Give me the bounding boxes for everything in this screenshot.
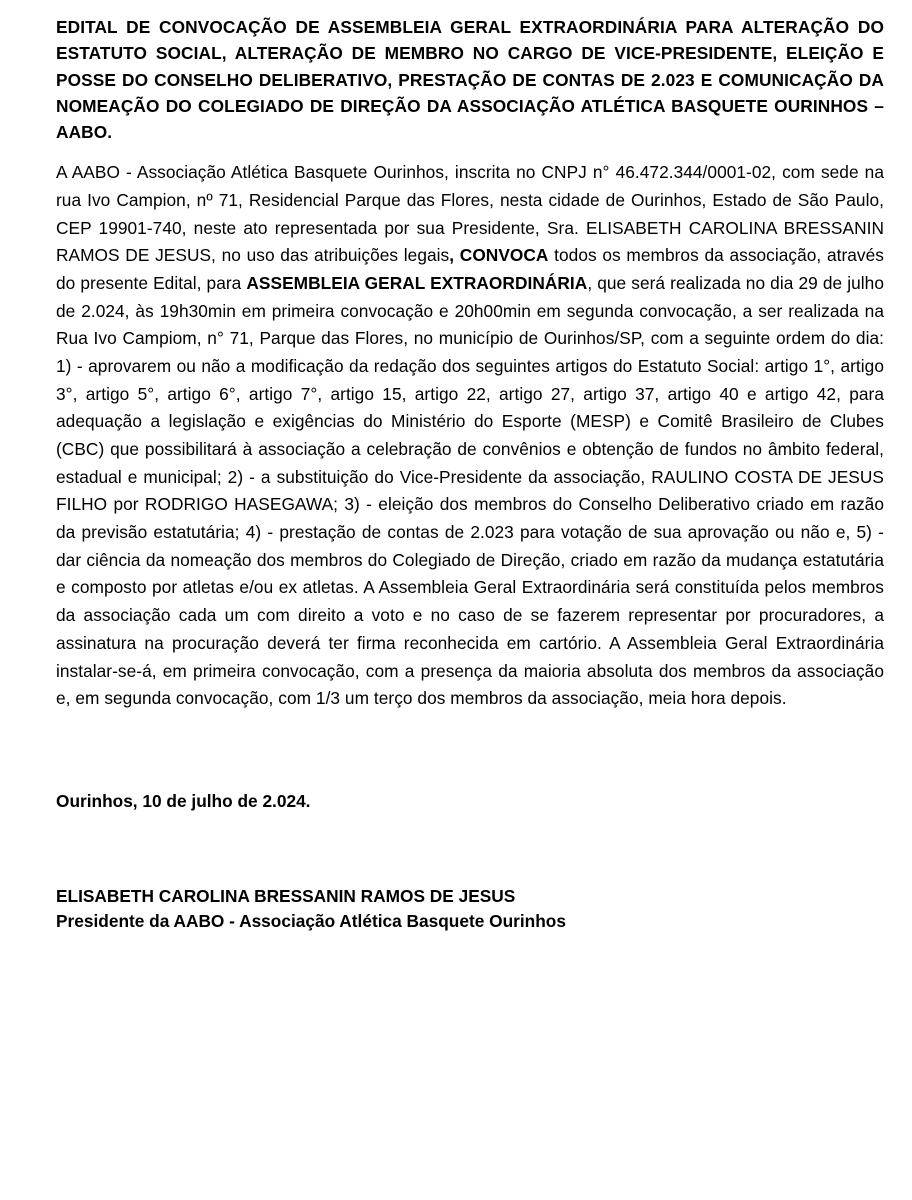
body-text-part-1: A AABO - Associação Atlética Basquete Ourinhos, inscrita no CNPJ n° 46.472.344/0001-02, com sede na rua Ivo Campion, nº 71, Residencial Parque das Flores, nesta cidade de Ourinhos, Estado de São Paulo, CEP 19901-740, neste ato representada por sua Presidente, Sra. ELISABETH CAROLINA BRESSANIN RAMOS DE JESUS, no uso das atribuições legais <box>56 162 884 266</box>
place-and-date: Ourinhos, 10 de julho de 2.024. <box>56 790 311 811</box>
page-title: EDITAL DE CONVOCAÇÃO DE ASSEMBLEIA GERAL EXTRAORDINÁRIA PARA ALTERAÇÃO DO ESTATUTO SOCIAL, ALTERAÇÃO DE MEMBRO NO CARGO DE VICE-PRESIDENTE, ELEIÇÃO E POSSE DO CONSELHO DELIBERATIVO, PRESTAÇÃO DE CONTAS DE 2.023 E COMUNICAÇÃO DA NOMEAÇÃO DO COLEGIADO DE DIREÇÃO DA ASSOCIAÇÃO ATLÉTICA BASQUETE OURINHOS – AABO. <box>56 17 884 143</box>
signatory-name: ELISABETH CAROLINA BRESSANIN RAMOS DE JESUS <box>56 885 516 906</box>
document-body-paragraph <box>56 159 884 712</box>
body-text-part-2: todos os membros da associação, através do presente Edital, para <box>56 245 884 294</box>
body-text-bold-assembleia: ASSEMBLEIA GERAL EXTRAORDINÁRIA <box>246 273 588 294</box>
body-text-part-3: , que será realizada no dia 29 de julho de 2.024, às 19h30min em primeira convocação e 20h00min em segunda convocação, a ser realizada na Rua Ivo Campiom, n° 71, Parque das Flores, no município de Ourinhos/SP, com a seguinte ordem do dia: 1) - aprovarem ou não a modificação da redação dos seguintes artigos do Estatuto Social: artigo 1°, artigo 3°, artigo 5°, artigo 6°, artigo 7°, artigo 15, artigo 22, artigo 27, artigo 37, artigo 40 e artigo 42, para adequação a legislação e exigências do Ministério do Esporte (MESP) e Comitê Brasileiro de Clubes (CBC) que possibilitará à associação a celebração de convênios e obtenção de fundos no âmbito federal, estadual e municipal; 2) - a substituição do Vice-Presidente da associação, RAULINO COSTA DE JESUS FILHO por RODRIGO HASEGAWA; 3) - eleição dos membros do Conselho Deliberativo criado em razão da previsão estatutária; 4) - prestação de contas de 2.023 para votação de sua aprovação ou não e, 5) - dar ciência da nomeação dos membros do Colegiado de Direção, criado em razão da mudança estatutária e composto por atletas e/ou ex atletas. A Assembleia Geral Extraordinária será constituída pelos membros da associação cada um com direito a voto e no caso de se fazerem representar por procuradores, a assinatura na procuração deverá ter firma reconhecida em cartório. A Assembleia Geral Extraordinária instalar-se-á, em primeira convocação, com a presença da maioria absoluta dos membros da associação e, em segunda convocação, com 1/3 um terço dos membros da associação, meia hora depois. <box>56 273 884 709</box>
signature-block <box>56 884 884 934</box>
signatory-role: Presidente da AABO - Associação Atlética Basquete Ourinhos <box>56 910 566 931</box>
body-text-bold-convoca: , CONVOCA <box>449 245 549 266</box>
